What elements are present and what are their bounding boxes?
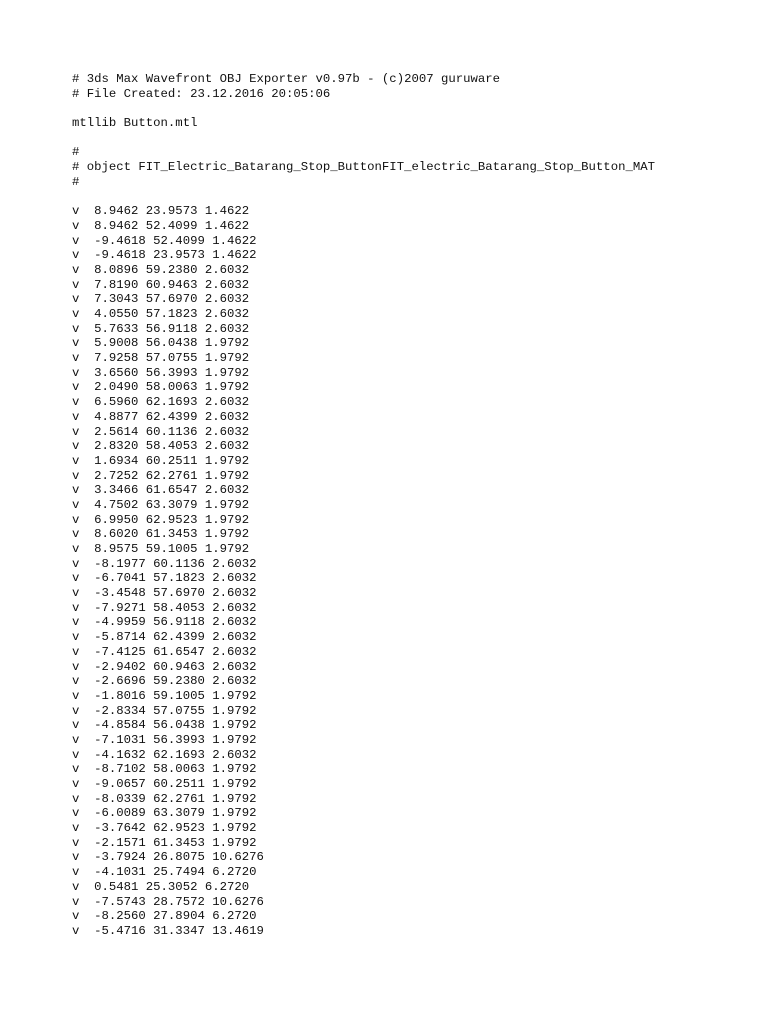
vertex-line: v 7.8190 60.9463 2.6032 <box>72 277 250 292</box>
vertex-line: v -4.8584 56.0438 1.9792 <box>72 718 257 733</box>
vertex-line: v 0.5481 25.3052 6.2720 <box>72 879 250 894</box>
vertex-line: v -2.1571 61.3453 1.9792 <box>72 835 257 850</box>
blank-line <box>72 190 752 205</box>
vertex-line: v -8.2560 27.8904 6.2720 <box>72 909 257 924</box>
mtllib-line: mtllib Button.mtl <box>72 116 198 131</box>
vertex-line: v -8.7102 58.0063 1.9792 <box>72 762 257 777</box>
vertex-line: v 7.3043 57.6970 2.6032 <box>72 292 250 307</box>
vertex-list <box>72 204 752 938</box>
vertex-line: v -4.1031 25.7494 6.2720 <box>72 865 257 880</box>
vertex-line: v -8.1977 60.1136 2.6032 <box>72 556 257 571</box>
vertex-line: v 8.6020 61.3453 1.9792 <box>72 527 250 542</box>
vertex-line: v 2.5614 60.1136 2.6032 <box>72 424 250 439</box>
exporter-comment-line: # 3ds Max Wavefront OBJ Exporter v0.97b - (c)2007 guruware <box>72 72 501 86</box>
vertex-line: v 2.8320 58.4053 2.6032 <box>72 439 250 454</box>
vertex-line: v 5.9008 56.0438 1.9792 <box>72 336 250 351</box>
vertex-line: v -3.7642 62.9523 1.9792 <box>72 821 257 836</box>
vertex-line: v 4.7502 63.3079 1.9792 <box>72 497 250 512</box>
vertex-line: v 7.9258 57.0755 1.9792 <box>72 351 250 366</box>
vertex-line: v -5.4716 31.3347 13.4619 <box>72 923 264 938</box>
vertex-line: v -7.9271 58.4053 2.6032 <box>72 600 257 615</box>
vertex-line: v -9.4618 23.9573 1.4622 <box>72 248 257 263</box>
object-hash-top: # <box>72 145 80 160</box>
vertex-line: v -4.9959 56.9118 2.6032 <box>72 615 257 630</box>
vertex-line: v -2.6696 59.2380 2.6032 <box>72 674 257 689</box>
vertex-line: v -7.5743 28.7572 10.6276 <box>72 894 264 909</box>
obj-file-document <box>72 72 752 939</box>
vertex-line: v -2.9402 60.9463 2.6032 <box>72 659 257 674</box>
vertex-line: v -3.4548 57.6970 2.6032 <box>72 586 257 601</box>
vertex-line: v -1.8016 59.1005 1.9792 <box>72 688 257 703</box>
vertex-line: v -7.1031 56.3993 1.9792 <box>72 732 257 747</box>
vertex-line: v -4.1632 62.1693 2.6032 <box>72 747 257 762</box>
vertex-line: v 4.8877 62.4399 2.6032 <box>72 409 250 424</box>
vertex-line: v 1.6934 60.2511 1.9792 <box>72 453 250 468</box>
object-hash-bottom: # <box>72 174 80 189</box>
vertex-line: v 3.6560 56.3993 1.9792 <box>72 365 250 380</box>
vertex-line: v 8.0896 59.2380 2.6032 <box>72 262 250 277</box>
vertex-line: v -6.7041 57.1823 2.6032 <box>72 571 257 586</box>
vertex-line: v 4.0550 57.1823 2.6032 <box>72 307 250 321</box>
blank-line <box>72 131 752 146</box>
vertex-line: v 6.9950 62.9523 1.9792 <box>72 512 250 527</box>
vertex-line: v 6.5960 62.1693 2.6032 <box>72 395 250 410</box>
vertex-line: v -7.4125 61.6547 2.6032 <box>72 644 257 659</box>
vertex-line: v 8.9462 52.4099 1.4622 <box>72 218 250 233</box>
vertex-line: v -9.4618 52.4099 1.4622 <box>72 233 257 248</box>
vertex-line: v -3.7924 26.8075 10.6276 <box>72 850 264 865</box>
vertex-line: v 2.7252 62.2761 1.9792 <box>72 468 250 483</box>
vertex-line: v 3.3466 61.6547 2.6032 <box>72 483 250 498</box>
object-name-line: # object FIT_Electric_Batarang_Stop_ButtonFIT_electric_Batarang_Stop_Button_MAT <box>72 160 655 175</box>
vertex-line: v -6.0089 63.3079 1.9792 <box>72 806 257 821</box>
vertex-line: v 8.9575 59.1005 1.9792 <box>72 542 250 556</box>
vertex-line: v -8.0339 62.2761 1.9792 <box>72 791 257 806</box>
vertex-line: v 8.9462 23.9573 1.4622 <box>72 204 250 219</box>
vertex-line: v 2.0490 58.0063 1.9792 <box>72 380 250 395</box>
blank-line <box>72 101 752 116</box>
file-created-comment-line: # File Created: 23.12.2016 20:05:06 <box>72 86 331 101</box>
vertex-line: v -9.0657 60.2511 1.9792 <box>72 777 257 791</box>
vertex-line: v -5.8714 62.4399 2.6032 <box>72 630 257 645</box>
vertex-line: v -2.8334 57.0755 1.9792 <box>72 703 257 718</box>
vertex-line: v 5.7633 56.9118 2.6032 <box>72 321 250 336</box>
